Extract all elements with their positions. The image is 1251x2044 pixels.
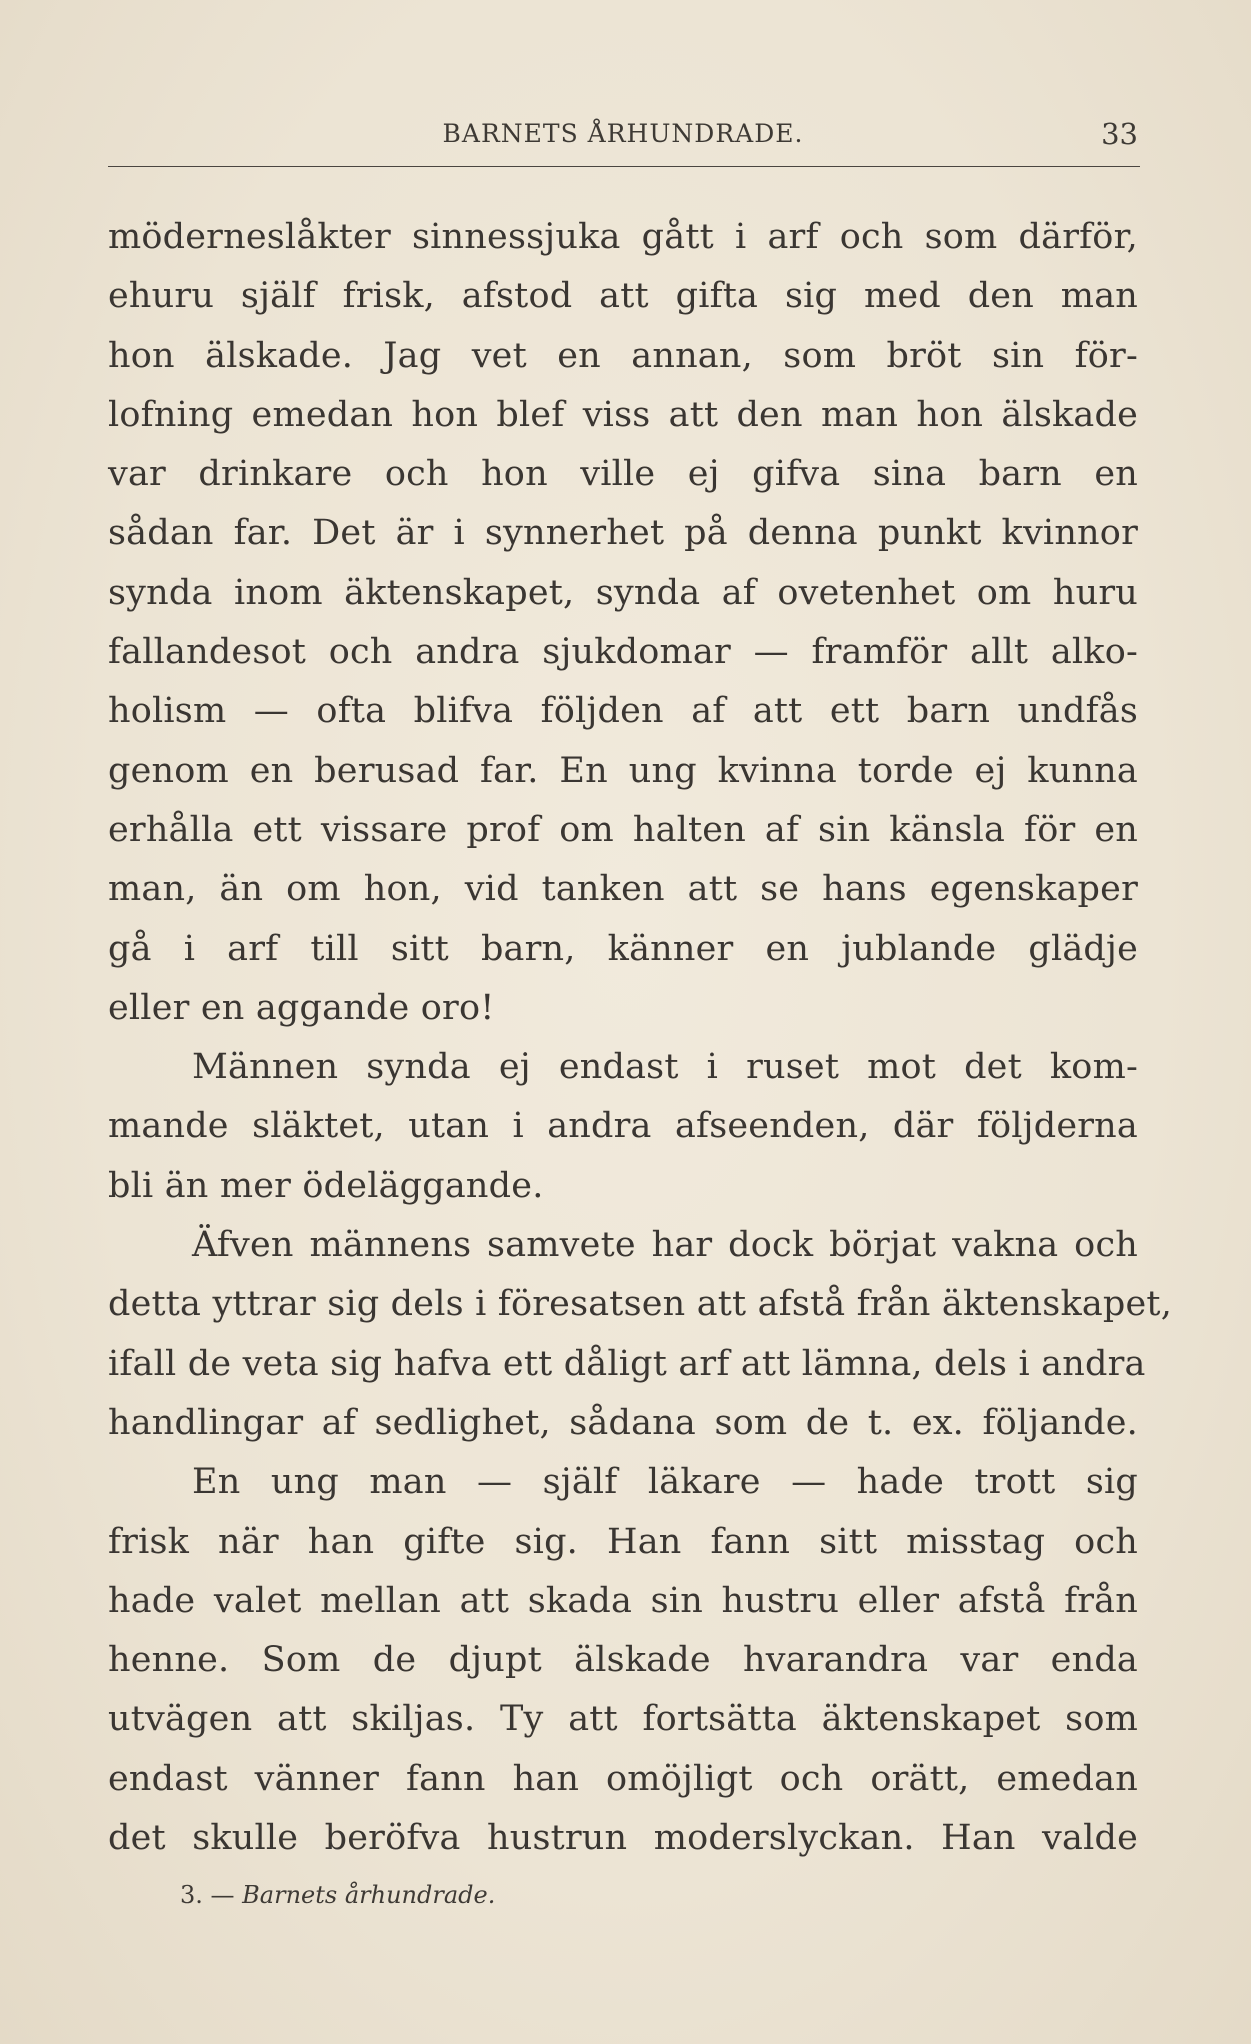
text-line: utvägen att skiljas. Ty att fortsätta äktenskapet som bbox=[108, 1699, 1138, 1740]
text-line: det skulle beröfva hustrun moderslyckan. Han valde bbox=[108, 1818, 1138, 1859]
text-line: genom en berusad far. En ung kvinna torde ej kunna bbox=[108, 750, 1138, 791]
page-number: 33 bbox=[1101, 117, 1138, 151]
text-line: En ung man — själf läkare — hade trott sig bbox=[192, 1462, 1138, 1503]
text-line: hon älskade. Jag vet en annan, som bröt sin för- bbox=[108, 335, 1138, 376]
text-line: var drinkare och hon ville ej gifva sina barn en bbox=[108, 454, 1138, 495]
running-title: BARNETS ÅRHUNDRADE. bbox=[442, 119, 804, 148]
text-line: frisk när han gifte sig. Han fann sitt misstag och bbox=[108, 1521, 1138, 1562]
text-line: handlingar af sedlighet, sådana som de t. ex. följande. bbox=[108, 1402, 1138, 1443]
footer-book-title: Barnets århundrade. bbox=[242, 1881, 496, 1909]
text-line: detta yttrar sig dels i föresatsen att afstå från äktenskapet, bbox=[108, 1284, 1173, 1325]
text-line: möderneslåkter sinnessjuka gått i arf och som därför, bbox=[108, 217, 1138, 257]
text-line: ifall de veta sig hafva ett dåligt arf att lämna, dels i andra bbox=[108, 1343, 1146, 1384]
text-line: ehuru själf frisk, afstod att gifta sig med den man bbox=[108, 276, 1138, 317]
body-text bbox=[108, 208, 1173, 1868]
text-line: Männen synda ej endast i ruset mot det kom- bbox=[192, 1047, 1138, 1088]
signature-mark: 3. — bbox=[180, 1881, 235, 1909]
text-line: hade valet mellan att skada sin hustru eller afstå från bbox=[108, 1580, 1138, 1621]
page-header bbox=[108, 112, 1138, 156]
text-line: eller en aggande oro! bbox=[108, 987, 495, 1028]
text-line: fallandesot och andra sjukdomar — framför allt alko- bbox=[108, 632, 1138, 673]
text-line: lofning emedan hon blef viss att den man hon älskade bbox=[108, 394, 1138, 435]
text-line: holism — ofta blifva följden af att ett barn undfås bbox=[108, 691, 1138, 732]
header-rule bbox=[108, 166, 1140, 167]
page-footer bbox=[180, 1875, 495, 1915]
text-line: man, än om hon, vid tanken att se hans egenskaper bbox=[108, 869, 1138, 910]
text-line: mande släktet, utan i andra afseenden, där följderna bbox=[108, 1106, 1138, 1147]
text-line: sådan far. Det är i synnerhet på denna punkt kvinnor bbox=[108, 513, 1138, 554]
text-line: Äfven männens samvete har dock börjat vakna och bbox=[192, 1225, 1138, 1266]
text-line: henne. Som de djupt älskade hvarandra var enda bbox=[108, 1640, 1138, 1681]
text-line: erhålla ett vissare prof om halten af sin känsla för en bbox=[108, 809, 1138, 850]
text-line: synda inom äktenskapet, synda af ovetenhet om huru bbox=[108, 572, 1138, 613]
text-line: endast vänner fann han omöjligt och orätt, emedan bbox=[108, 1758, 1138, 1799]
text-line: gå i arf till sitt barn, känner en jublande glädje bbox=[108, 928, 1138, 969]
text-line: bli än mer ödeläggande. bbox=[108, 1165, 544, 1206]
